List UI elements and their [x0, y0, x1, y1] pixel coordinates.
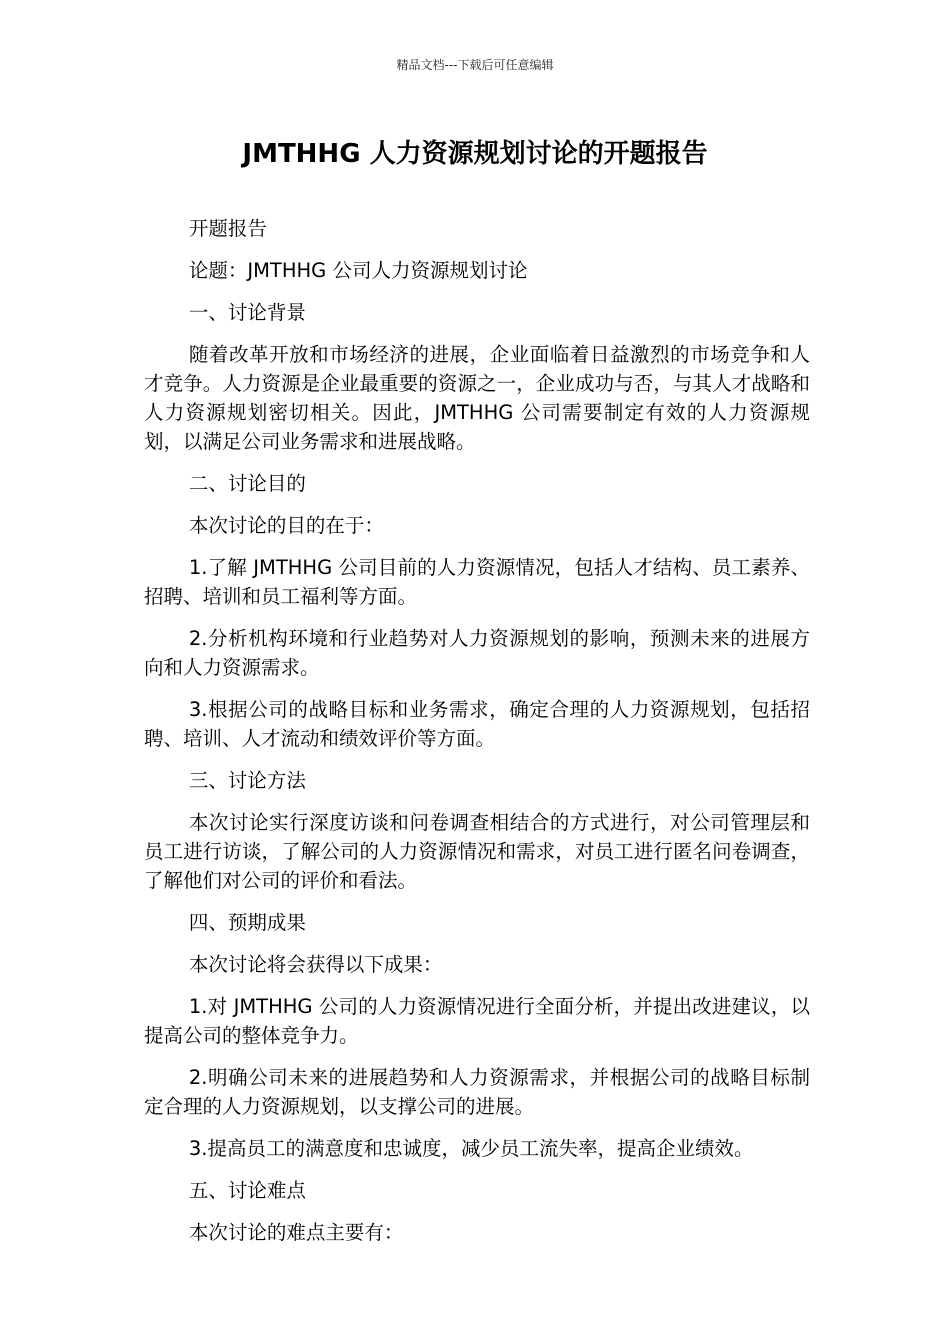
- paragraph-method: 本次讨论实行深度访谈和问卷调查相结合的方式进行，对公司管理层和员工进行访谈，了解公司的人力资源情况和需求，对员工进行匿名问卷调查，了解他们对公司的评价和看法。: [144, 811, 810, 892]
- section-heading-purpose: 二、讨论目的: [188, 472, 306, 495]
- list-item-purpose-3: 3.根据公司的战略目标和业务需求，确定合理的人力资源规划，包括招聘、培训、人才流动和绩效评价等方面。: [144, 698, 810, 750]
- header-note: 精品文档---下载后可任意编辑: [396, 58, 554, 72]
- heading-report: 开题报告: [188, 217, 267, 240]
- topic-line: 论题：JMTHHG 公司人力资源规划讨论: [188, 259, 528, 282]
- paragraph-difficulties-intro: 本次讨论的难点主要有：: [188, 1221, 404, 1244]
- list-item-results-3: 3.提高员工的满意度和忠诚度，减少员工流失率，提高企业绩效。: [188, 1137, 754, 1160]
- paragraph-purpose-intro: 本次讨论的目的在于：: [188, 514, 384, 537]
- list-item-results-2: 2.明确公司未来的进展趋势和人力资源需求，并根据公司的战略目标制定合理的人力资源规划，以支撑公司的进展。: [144, 1066, 810, 1118]
- list-item-purpose-1: 1.了解 JMTHHG 公司目前的人力资源情况，包括人才结构、员工素养、招聘、培训和员工福利等方面。: [144, 556, 810, 608]
- list-item-purpose-2: 2.分析机构环境和行业趋势对人力资源规划的影响，预测未来的进展方向和人力资源需求。: [144, 627, 810, 679]
- document-body: [144, 214, 810, 1260]
- document-title: JMTHHG 人力资源规划讨论的开题报告: [242, 139, 708, 169]
- paragraph-background: 随着改革开放和市场经济的进展，企业面临着日益激烈的市场竞争和人才竞争。人力资源是企业最重要的资源之一，企业成功与否，与其人才战略和人力资源规划密切相关。因此，JMTHHG 公司需要制定有效的人力资源规划，以满足公司业务需求和进展战略。: [144, 343, 810, 453]
- section-heading-results: 四、预期成果: [188, 911, 306, 934]
- section-heading-background: 一、讨论背景: [188, 301, 306, 324]
- section-heading-difficulties: 五、讨论难点: [188, 1179, 306, 1202]
- list-item-results-1: 1.对 JMTHHG 公司的人力资源情况进行全面分析，并提出改进建议，以提高公司的整体竞争力。: [144, 995, 810, 1047]
- paragraph-results-intro: 本次讨论将会获得以下成果：: [188, 953, 443, 976]
- section-heading-method: 三、讨论方法: [188, 769, 306, 792]
